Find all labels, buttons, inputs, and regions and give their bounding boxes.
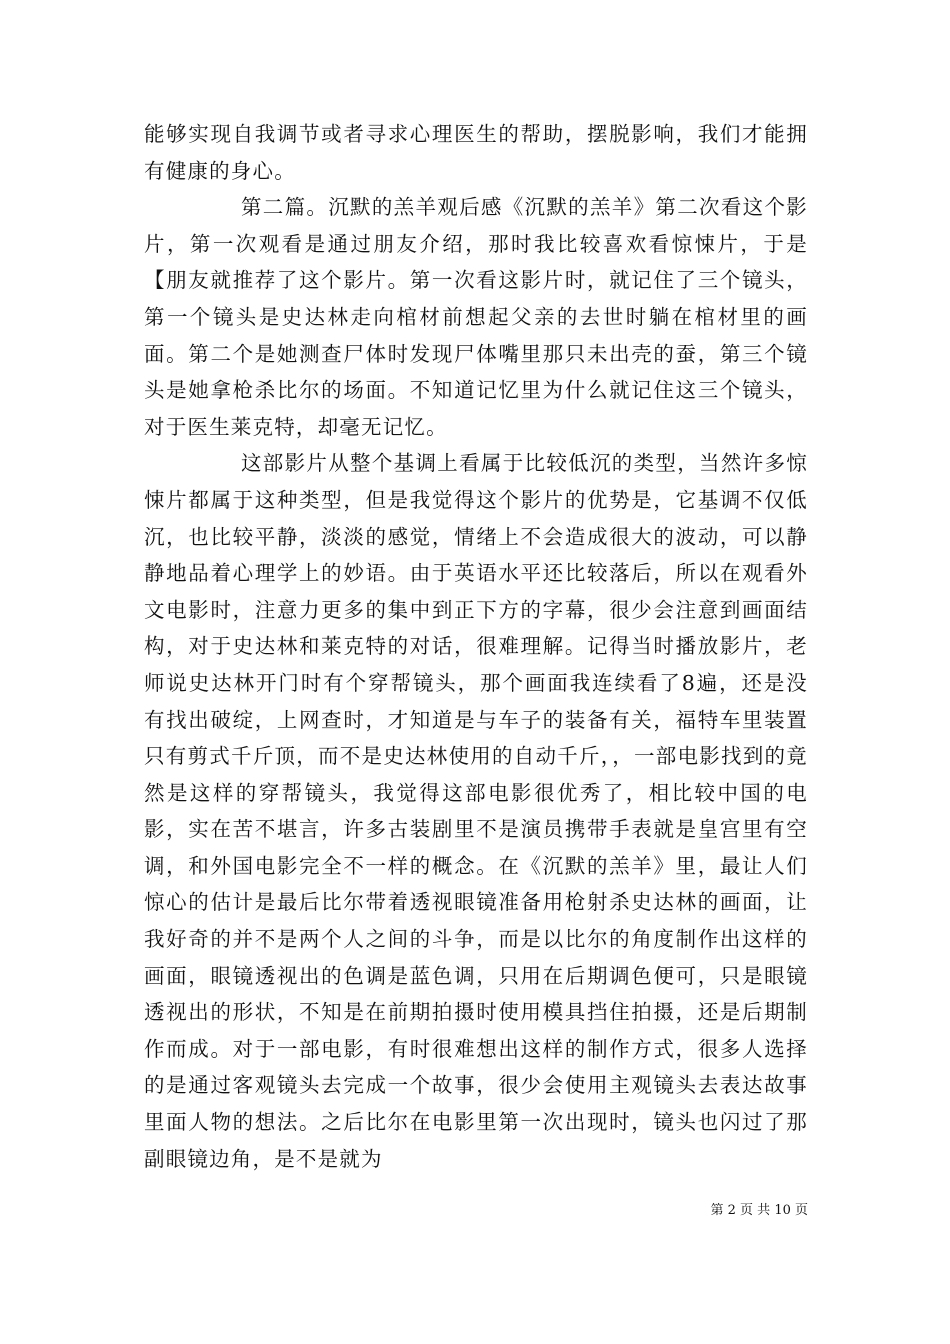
paragraph-2: 第二篇。沉默的羔羊观后感《沉默的羔羊》第二次看这个影片，第一次观看是通过朋友介绍，那时我比较喜欢看惊悚片，于是【朋友就推荐了这个影片。第一次看这影片时，就记住了三个镜头，第一个镜头是史达林走向棺材前想起父亲的去世时躺在棺材里的画面。第二个是她测查尸体时发现尸体嘴里那只未出壳的蚕，第三个镜头是她拿枪杀比尔的场面。不知道记忆里为什么就记住这三个镜头，对于医生莱克特，却毫无记忆。: [144, 195, 808, 439]
paragraph-1: 能够实现自我调节或者寻求心理医生的帮助，摆脱影响，我们才能拥有健康的身心。: [144, 122, 808, 183]
page-footer: 第 2 页 共 10 页: [710, 1203, 808, 1218]
paragraph-3: 这部影片从整个基调上看属于比较低沉的类型，当然许多惊悚片都属于这种类型，但是我觉得这个影片的优势是，它基调不仅低沉，也比较平静，淡淡的感觉，情绪上不会造成很大的波动，可以静静地品着心理学上的妙语。由于英语水平还比较落后，所以在观看外文电影时，注意力更多的集中到正下方的字幕，很少会注意到画面结构，对于史达林和莱克特的对话，很难理解。记得当时播放影片，老师说史达林开门时有个穿帮镜头，那个画面我连续看了8遍，还是没有找出破绽，上网查时，才知道是与车子的装备有关，福特车里装置只有剪式千斤顶，而不是史达林使用的自动千斤，，一部电影找到的竟然是这样的穿帮镜头，我觉得这部电影很优秀了，相比较中国的电影，实在苦不堪言，许多古装剧里不是演员携带手表就是皇宫里有空调，和外国电影完全不一样的概念。在《沉默的羔羊》里，最让人们惊心的估计是最后比尔带着透视眼镜准备用枪射杀史达林的画面，让我好奇的并不是两个人之间的斗争，而是以比尔的角度制作出这样的画面，眼镜透视出的色调是蓝色调，只用在后期调色便可，只是眼镜透视出的形状，不知是在前期拍摄时使用模具挡住拍摄，还是后期制作而成。对于一部电影，有时很难想出这样的制作方式，很多人选择的是通过客观镜头去完成一个故事，很少会使用主观镜头去表达故事里面人物的想法。之后比尔在电影里第一次出现时，镜头也闪过了那副眼镜边角，是不是就为: [144, 451, 808, 1171]
body-text: [144, 116, 808, 1177]
